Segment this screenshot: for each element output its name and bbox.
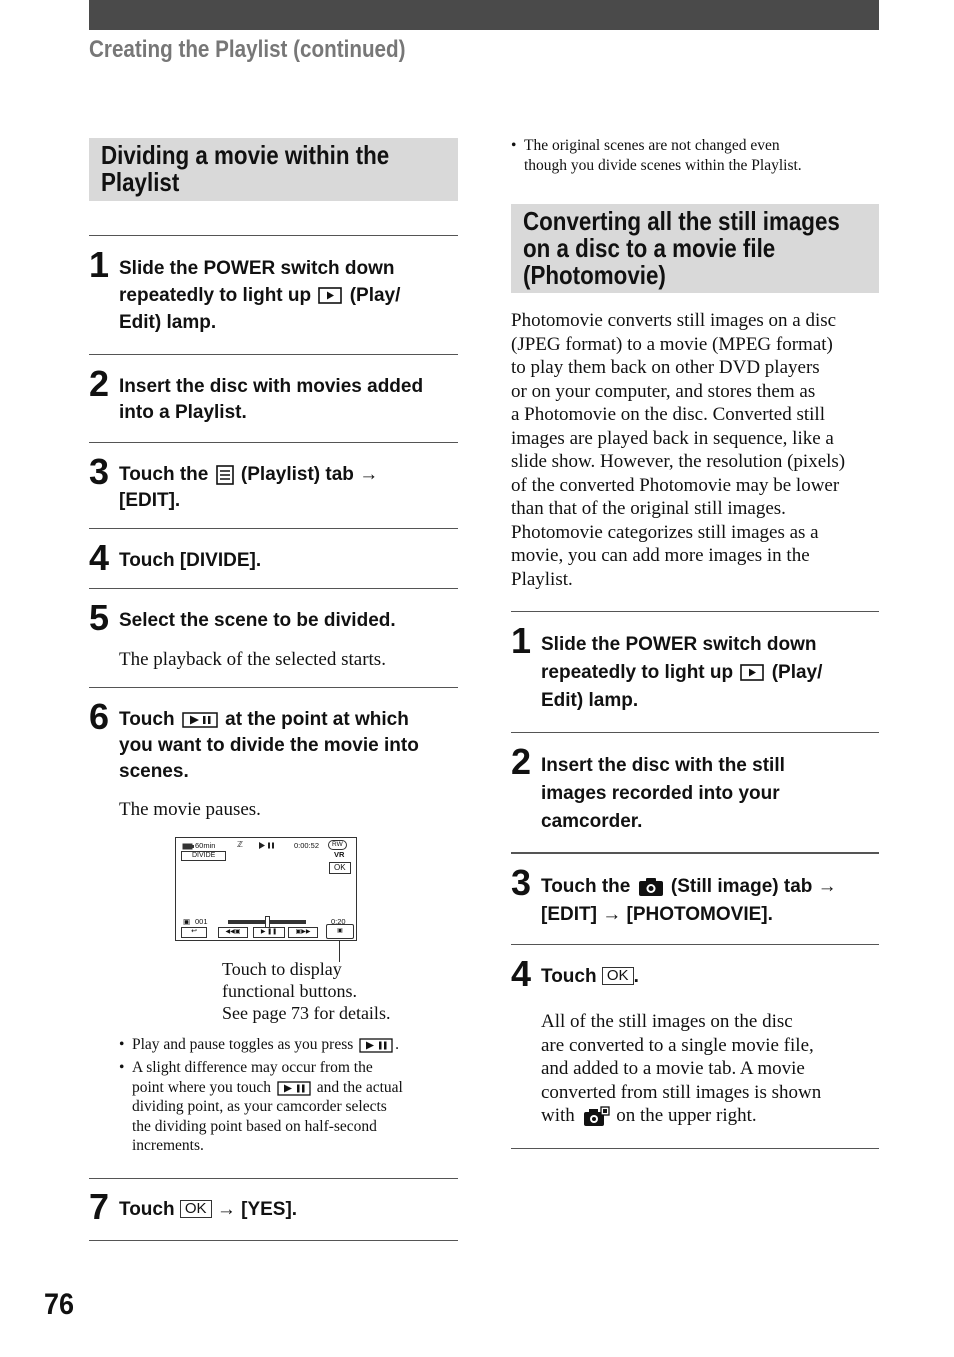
callout-line-text: functional buttons.	[222, 981, 357, 1001]
step-number: 5	[89, 597, 110, 638]
step-text	[541, 873, 879, 929]
section-title-line: on a disc to a movie file	[523, 233, 776, 263]
rule	[89, 1178, 458, 1179]
step-number: 6	[89, 696, 110, 737]
step-line: Touch the	[119, 464, 209, 485]
sleep-icon: ℤ	[237, 840, 243, 849]
header-bar	[89, 0, 879, 30]
text-line: are converted to a single movie file,	[541, 1034, 814, 1056]
running-head: Creating the Playlist (continued)	[89, 36, 406, 63]
step-number: 1	[511, 620, 532, 661]
step-line: (Still image) tab	[670, 876, 813, 897]
step-line: (Play/	[771, 662, 823, 683]
rule	[511, 732, 879, 733]
section-heading-divide	[89, 138, 458, 201]
play-pause-icon	[277, 1081, 311, 1096]
step-note: The playback of the selected starts.	[119, 649, 386, 670]
divide-label: DIVIDE	[181, 851, 226, 861]
scene-icon: ▣	[183, 917, 191, 926]
text-line: Playlist.	[511, 568, 573, 590]
step-line: Touch the	[541, 876, 631, 897]
section-title-line: (Photomovie)	[523, 260, 666, 290]
play-pause-button[interactable]: ▶ ❚❚	[253, 927, 285, 938]
step-line: scenes.	[119, 761, 189, 782]
step-text	[541, 964, 879, 990]
bullet-text: though you divide scenes within the Playlist.	[524, 156, 802, 174]
step-number: 2	[89, 363, 110, 404]
ok-button: OK	[602, 967, 634, 985]
step-line: Touch	[541, 966, 597, 987]
rule	[89, 687, 458, 688]
step-line: you want to divide the movie into	[119, 735, 419, 756]
text-line: Photomovie converts still images on a disc	[511, 310, 837, 331]
step-number: 1	[89, 244, 110, 285]
step-number: 3	[511, 862, 532, 903]
step-line: repeatedly to light up	[541, 662, 734, 683]
playlist-icon	[216, 465, 234, 485]
step-line: Insert the disc with the still	[541, 755, 785, 776]
bullet-item	[119, 1058, 458, 1156]
intro-paragraph	[511, 309, 881, 591]
callout-text	[222, 958, 390, 1024]
step-text	[541, 631, 879, 715]
scene-counter: 001	[195, 917, 208, 926]
section-title-line: Playlist	[101, 167, 180, 197]
arrow: →	[817, 876, 837, 897]
next-button[interactable]: ▣▶▶	[288, 927, 318, 938]
text-line: images are played back in sequence, like a	[511, 427, 834, 449]
rule	[89, 528, 458, 529]
bullet-item	[119, 1035, 458, 1055]
bullet-dot: •	[119, 1036, 125, 1053]
step-line: (Play/	[349, 285, 401, 306]
step-line: .	[633, 966, 639, 987]
text-line: slide show. However, the resolution (pixels)	[511, 451, 846, 472]
photomovie-icon	[582, 1106, 610, 1128]
step-text	[119, 1197, 458, 1223]
play-icon	[318, 287, 342, 304]
section-title-line: Dividing a movie within the	[101, 140, 390, 170]
callout-line-text: See page 73 for details.	[222, 1003, 391, 1023]
step-note	[541, 1010, 881, 1128]
text-line: and added to a movie tab. A movie	[541, 1058, 805, 1079]
prev-button[interactable]: ◀◀▣	[218, 927, 248, 938]
step-number: 4	[89, 537, 110, 578]
text-line: of the converted Photomovie may be lower	[511, 474, 840, 496]
battery-remaining: 60min	[195, 841, 216, 850]
rule	[511, 1148, 879, 1149]
text-line: (JPEG format) to a movie (MPEG format)	[511, 333, 833, 355]
bullet-dot: •	[511, 137, 517, 154]
bullet-text: point where you touch	[132, 1078, 272, 1096]
rule	[511, 611, 879, 612]
rule	[89, 588, 458, 589]
step-line: (Playlist) tab	[240, 464, 354, 485]
text-line: on the upper right.	[616, 1105, 757, 1126]
step-text	[119, 608, 458, 634]
play-pause-icon	[182, 712, 218, 728]
step-text	[119, 707, 458, 785]
rule	[511, 944, 879, 945]
step-text	[119, 548, 458, 574]
bullet-text: Play and pause toggles as you press	[132, 1036, 354, 1053]
step-line: Touch	[119, 709, 175, 730]
text-line: converted from still images is shown	[541, 1081, 822, 1103]
camera-icon	[638, 877, 664, 897]
text-line: to play them back on other DVD players	[511, 357, 820, 378]
end-time: 0:20	[331, 917, 346, 926]
time-counter: 0:00:52	[294, 841, 320, 850]
text-line: than that of the original still images.	[511, 498, 786, 519]
lcd-screen-illustration	[175, 837, 357, 941]
play-icon	[740, 664, 764, 681]
step-number: 4	[511, 953, 532, 994]
step-line: Edit) lamp.	[119, 312, 217, 333]
step-number: 7	[89, 1186, 110, 1227]
arrow: →	[216, 1199, 236, 1220]
bullet-text: the dividing point based on half-second	[132, 1117, 377, 1135]
return-button[interactable]: ↩	[181, 927, 207, 938]
bullet-text: A slight difference may occur from the	[132, 1059, 373, 1076]
bullet-text: and the actual	[316, 1078, 403, 1096]
text-line: or on your computer, and stores them as	[511, 380, 816, 402]
arrow: →	[359, 464, 379, 485]
play-pause-status-icon	[259, 842, 275, 849]
step-line: Edit) lamp.	[541, 690, 639, 711]
bullet-item	[511, 136, 879, 175]
text-line: a Photomovie on the disc. Converted still	[511, 404, 825, 425]
play-pause-icon	[359, 1038, 393, 1053]
rule	[89, 235, 458, 236]
step-line: Select the scene to be divided.	[119, 610, 396, 631]
step-line: [EDIT]	[541, 904, 597, 925]
ok-button: OK	[180, 1200, 212, 1218]
rule	[511, 852, 879, 854]
bullet-text: The original scenes are not changed even	[524, 137, 780, 154]
step-line: at the point at which	[225, 709, 409, 730]
callout-line-text: Touch to display	[222, 959, 342, 979]
section-heading-photomovie	[511, 204, 879, 293]
step-line: into a Playlist.	[119, 402, 247, 423]
step-line: repeatedly to light up	[119, 285, 312, 306]
step-text	[119, 255, 458, 336]
arrow: →	[602, 904, 622, 925]
step-text	[119, 374, 458, 426]
step-line: Slide the POWER switch down	[119, 258, 395, 279]
step-line: [YES].	[241, 1199, 298, 1220]
step-line: [EDIT].	[119, 490, 181, 511]
step-line: Touch [DIVIDE].	[119, 550, 262, 571]
page-number: 76	[44, 1288, 75, 1321]
step-line: [PHOTOMOVIE].	[626, 904, 773, 925]
text-line: Photomovie categorizes still images as a	[511, 521, 819, 543]
bullet-text: increments.	[132, 1137, 204, 1155]
text-line: movie, you can add more images in the	[511, 545, 810, 566]
step-number: 3	[89, 451, 110, 492]
step-line: images recorded into your	[541, 783, 780, 804]
screen-ok-button[interactable]: OK	[329, 862, 351, 874]
rule	[89, 1240, 458, 1241]
rule	[89, 354, 458, 355]
function-button[interactable]: ▣	[326, 924, 354, 939]
step-line: camcorder.	[541, 811, 643, 832]
disc-type: RW	[328, 840, 347, 850]
step-text	[541, 752, 879, 836]
vr-label: VR	[334, 850, 345, 859]
bullet-text: dividing point, as your camcorder selects	[132, 1098, 387, 1116]
step-line: Touch	[119, 1199, 175, 1220]
step-line: Slide the POWER switch down	[541, 634, 817, 655]
section-title-line: Converting all the still images	[523, 206, 840, 236]
bullet-dot: •	[119, 1059, 125, 1076]
rule	[89, 442, 458, 443]
step-line: Insert the disc with movies added	[119, 376, 424, 397]
text-line: All of the still images on the disc	[541, 1011, 793, 1032]
step-note: The movie pauses.	[119, 799, 261, 820]
bullet-text: .	[395, 1036, 400, 1053]
text-line: with	[541, 1105, 575, 1126]
step-number: 2	[511, 741, 532, 782]
step-text	[119, 462, 458, 514]
battery-icon	[182, 843, 194, 850]
